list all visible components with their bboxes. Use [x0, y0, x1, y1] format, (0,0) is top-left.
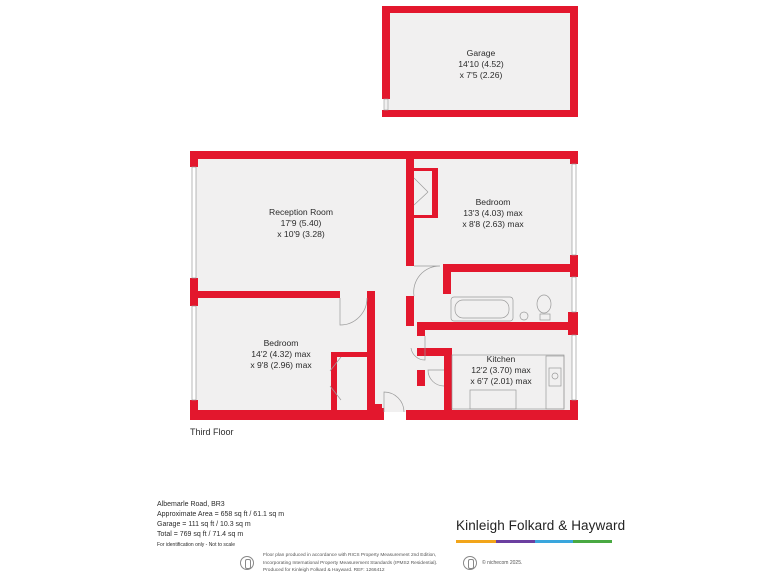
reception-name: Reception Room [268, 207, 334, 217]
rics-logo-icon [240, 556, 254, 570]
bedroom2-dim2: x 9'8 (2.96) max [250, 360, 312, 370]
floor-label: Third Floor [190, 427, 234, 437]
bedroom2-dim1: 14'2 (4.32) max [251, 349, 311, 359]
kitchen-name: Kitchen [486, 354, 516, 364]
garage-dim2: x 7'5 (2.26) [459, 70, 503, 80]
brand-bar-orange [456, 540, 496, 543]
kitchen-dim1: 12'2 (3.70) max [471, 365, 531, 375]
brand-bar-green [573, 540, 612, 543]
approx-area: Approximate Area = 658 sq ft / 61.1 sq m [157, 511, 285, 518]
garage-area: Garage = 111 sq ft / 10.3 sq m [157, 521, 251, 528]
footer-line-2: Incorporating International Property Measurement Standards (IPMS2 Residential). [263, 560, 438, 566]
brand-bar-purple [496, 540, 535, 543]
brand-name: Kinleigh Folkard & Hayward [456, 518, 626, 533]
garage-door [384, 99, 388, 110]
footer-note [263, 552, 437, 575]
reception-dim1: 17'9 (5.40) [280, 218, 322, 228]
total-area: Total = 769 sq ft / 71.4 sq m [157, 531, 244, 538]
brand-bar-blue [535, 540, 573, 543]
bedroom1-dim2: x 8'8 (2.63) max [462, 219, 524, 229]
copyright: © nichecom 2025. [482, 560, 523, 566]
kitchen-dim2: x 6'7 (2.01) max [470, 376, 532, 386]
garage-dim1: 14'10 (4.52) [458, 59, 504, 69]
bedroom1-name: Bedroom [475, 197, 511, 207]
address: Albemarle Road, BR3 [157, 501, 225, 508]
footer-line-1: Floor plan produced in accordance with RICS Property Measurement 2nd Edition, [263, 553, 437, 558]
footer-line-3: Produced for Kinleigh Folkard & Hayward. REF: 1266412 [263, 568, 385, 574]
area-info [157, 500, 284, 550]
bedroom1-dim1: 13'3 (4.03) max [463, 208, 523, 218]
garage-name: Garage [466, 48, 496, 58]
disclaimer: For identification only - Not to scale [157, 542, 236, 548]
nichecom-logo-icon [463, 556, 477, 570]
reception-dim2: x 10'9 (3.28) [277, 229, 325, 239]
bedroom2-name: Bedroom [263, 338, 299, 348]
